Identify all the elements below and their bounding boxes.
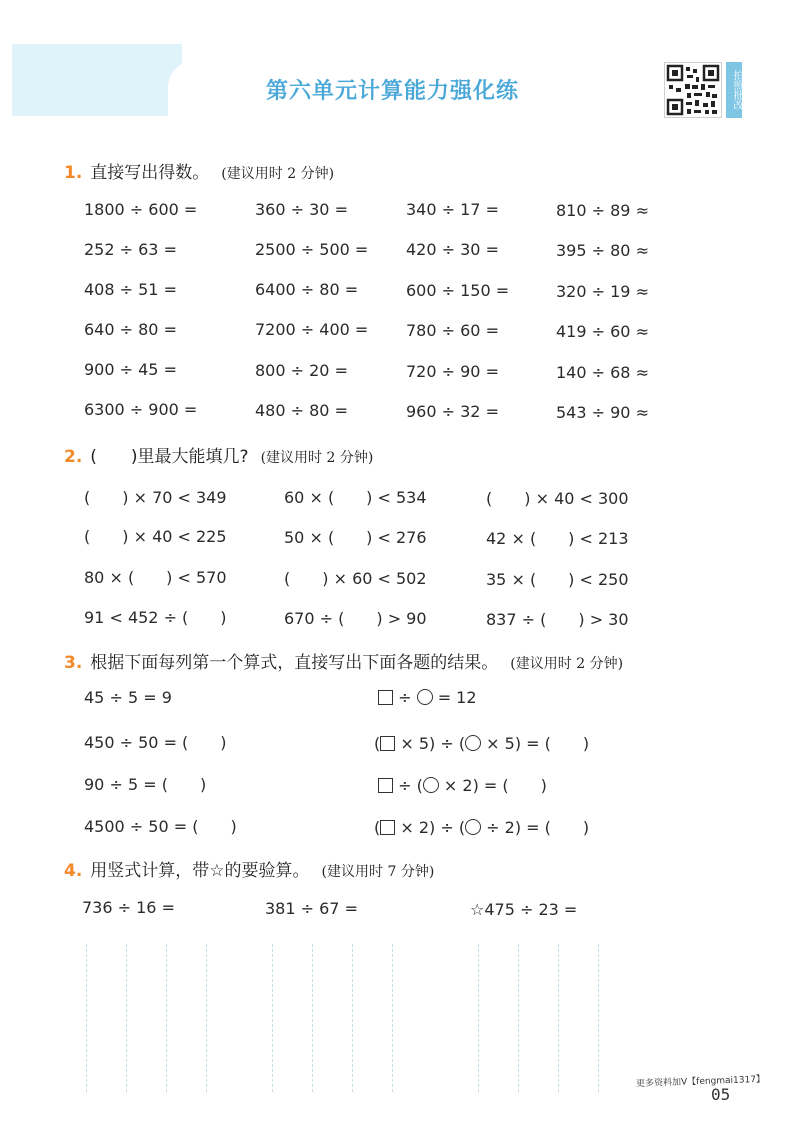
equation-part: × 2) = ( ) [443, 776, 547, 795]
problem: 780 ÷ 60 = [406, 321, 499, 340]
problem: 900 ÷ 45 = [84, 360, 177, 379]
section-3-title [64, 648, 623, 673]
problem: 60 × ( ) < 534 [284, 488, 427, 507]
square-symbol [380, 736, 395, 751]
time-hint: (建议用时 2 分钟) [221, 166, 335, 182]
problem: 600 ÷ 150 = [406, 281, 510, 300]
problem [374, 815, 589, 838]
problem: 640 ÷ 80 = [84, 320, 177, 339]
problem: 4500 ÷ 50 = ( ) [84, 817, 237, 836]
equation-part: ( [374, 818, 381, 837]
problem: 408 ÷ 51 = [84, 280, 177, 299]
work-guide-line [558, 944, 559, 1092]
work-guide-line [86, 944, 87, 1092]
problem: 320 ÷ 19 ≈ [556, 282, 649, 301]
problem: 800 ÷ 20 = [255, 361, 348, 380]
problem: 543 ÷ 90 ≈ [556, 403, 649, 422]
qr-code-icon[interactable] [664, 62, 722, 118]
work-guide-line [478, 944, 479, 1092]
work-guide-line [598, 944, 599, 1092]
section-text: 直接写出得数。 [90, 163, 210, 183]
problem: 450 ÷ 50 = ( ) [84, 733, 227, 752]
section-2-title [64, 442, 373, 467]
problem: 419 ÷ 60 ≈ [556, 322, 649, 341]
problem: 837 ÷ ( ) > 30 [486, 610, 629, 629]
section-number: 4. [64, 861, 83, 881]
problem: ( ) × 40 < 225 [84, 527, 227, 546]
problem: 80 × ( ) < 570 [84, 568, 227, 587]
problem: ( ) × 60 < 502 [284, 569, 427, 588]
problem: 7200 ÷ 400 = [255, 320, 369, 339]
problem: 960 ÷ 32 = [406, 402, 499, 421]
problem: 360 ÷ 30 = [255, 200, 348, 219]
square-symbol [380, 820, 395, 835]
problem [378, 688, 477, 707]
problem: 42 × ( ) < 213 [486, 529, 629, 548]
section-number: 2. [64, 447, 83, 467]
header-band [0, 0, 800, 140]
equation-part: ( [374, 734, 381, 753]
problem: 6400 ÷ 80 = [255, 280, 359, 299]
square-symbol [378, 690, 393, 705]
section-text: 用竖式计算，带☆的要验算。 [90, 861, 310, 881]
problem: 50 × ( ) < 276 [284, 528, 427, 547]
problem: 720 ÷ 90 = [406, 362, 499, 381]
time-hint: (建议用时 2 分钟) [260, 450, 374, 466]
section-1-title [64, 158, 334, 183]
work-guide-line [126, 944, 127, 1092]
photo-grading-label: 拍照批改 [726, 62, 742, 118]
circle-symbol [465, 819, 481, 835]
problem: ( ) × 70 < 349 [84, 488, 227, 507]
problem: 91 < 452 ÷ ( ) [84, 608, 227, 627]
work-guide-line [166, 944, 167, 1092]
square-symbol [378, 778, 393, 793]
problem: 252 ÷ 63 = [84, 240, 177, 259]
problem: 1800 ÷ 600 = [84, 200, 198, 219]
problem [374, 731, 589, 754]
page-title: 第六单元计算能力强化练 [266, 79, 520, 104]
problem: ( ) × 40 < 300 [486, 489, 629, 508]
problem: 6300 ÷ 900 = [84, 400, 198, 419]
problem: 35 × ( ) < 250 [486, 570, 629, 589]
equation-part: × 2) ÷ ( [400, 818, 466, 837]
work-guide-line [206, 944, 207, 1092]
circle-symbol [465, 735, 481, 751]
problem: ☆475 ÷ 23 = [470, 900, 578, 919]
operator: ÷ [398, 688, 412, 707]
work-guide-line [518, 944, 519, 1092]
problem: 736 ÷ 16 = [82, 898, 175, 917]
problem: 670 ÷ ( ) > 90 [284, 609, 427, 628]
header-tab-background [12, 44, 182, 116]
work-guide-line [272, 944, 273, 1092]
problem: 2500 ÷ 500 = [255, 240, 369, 259]
problem: 480 ÷ 80 = [255, 401, 348, 420]
section-4-title [64, 856, 434, 881]
problem: 395 ÷ 80 ≈ [556, 241, 649, 260]
section-text: ( )里最大能填几? [90, 447, 249, 467]
time-hint: (建议用时 2 分钟) [510, 656, 624, 672]
problem: 45 ÷ 5 = 9 [84, 688, 172, 707]
problem: 381 ÷ 67 = [265, 899, 358, 918]
problem: 340 ÷ 17 = [406, 200, 499, 219]
equation-part: ÷ 2) = ( ) [486, 818, 590, 837]
equation-tail: = 12 [437, 688, 477, 707]
section-text: 根据下面每列第一个算式，直接写出下面各题的结果。 [90, 653, 499, 673]
equation-part: × 5) ÷ ( [400, 734, 466, 753]
footer-watermark: 更多资料加V【fengmai1317】 [635, 1074, 766, 1090]
time-hint: (建议用时 7 分钟) [321, 864, 435, 880]
work-guide-line [312, 944, 313, 1092]
problem: 420 ÷ 30 = [406, 240, 499, 259]
problem: 140 ÷ 68 ≈ [556, 363, 649, 382]
page-number: 05 [711, 1085, 731, 1104]
section-number: 1. [64, 163, 83, 183]
problem [378, 773, 547, 796]
circle-symbol [423, 777, 439, 793]
equation-part: ÷ ( [398, 776, 423, 795]
problem: 90 ÷ 5 = ( ) [84, 775, 207, 794]
circle-symbol [417, 689, 433, 705]
work-guide-line [352, 944, 353, 1092]
work-guide-line [392, 944, 393, 1092]
section-number: 3. [64, 653, 83, 673]
equation-part: × 5) = ( ) [486, 734, 590, 753]
problem: 810 ÷ 89 ≈ [556, 201, 649, 220]
